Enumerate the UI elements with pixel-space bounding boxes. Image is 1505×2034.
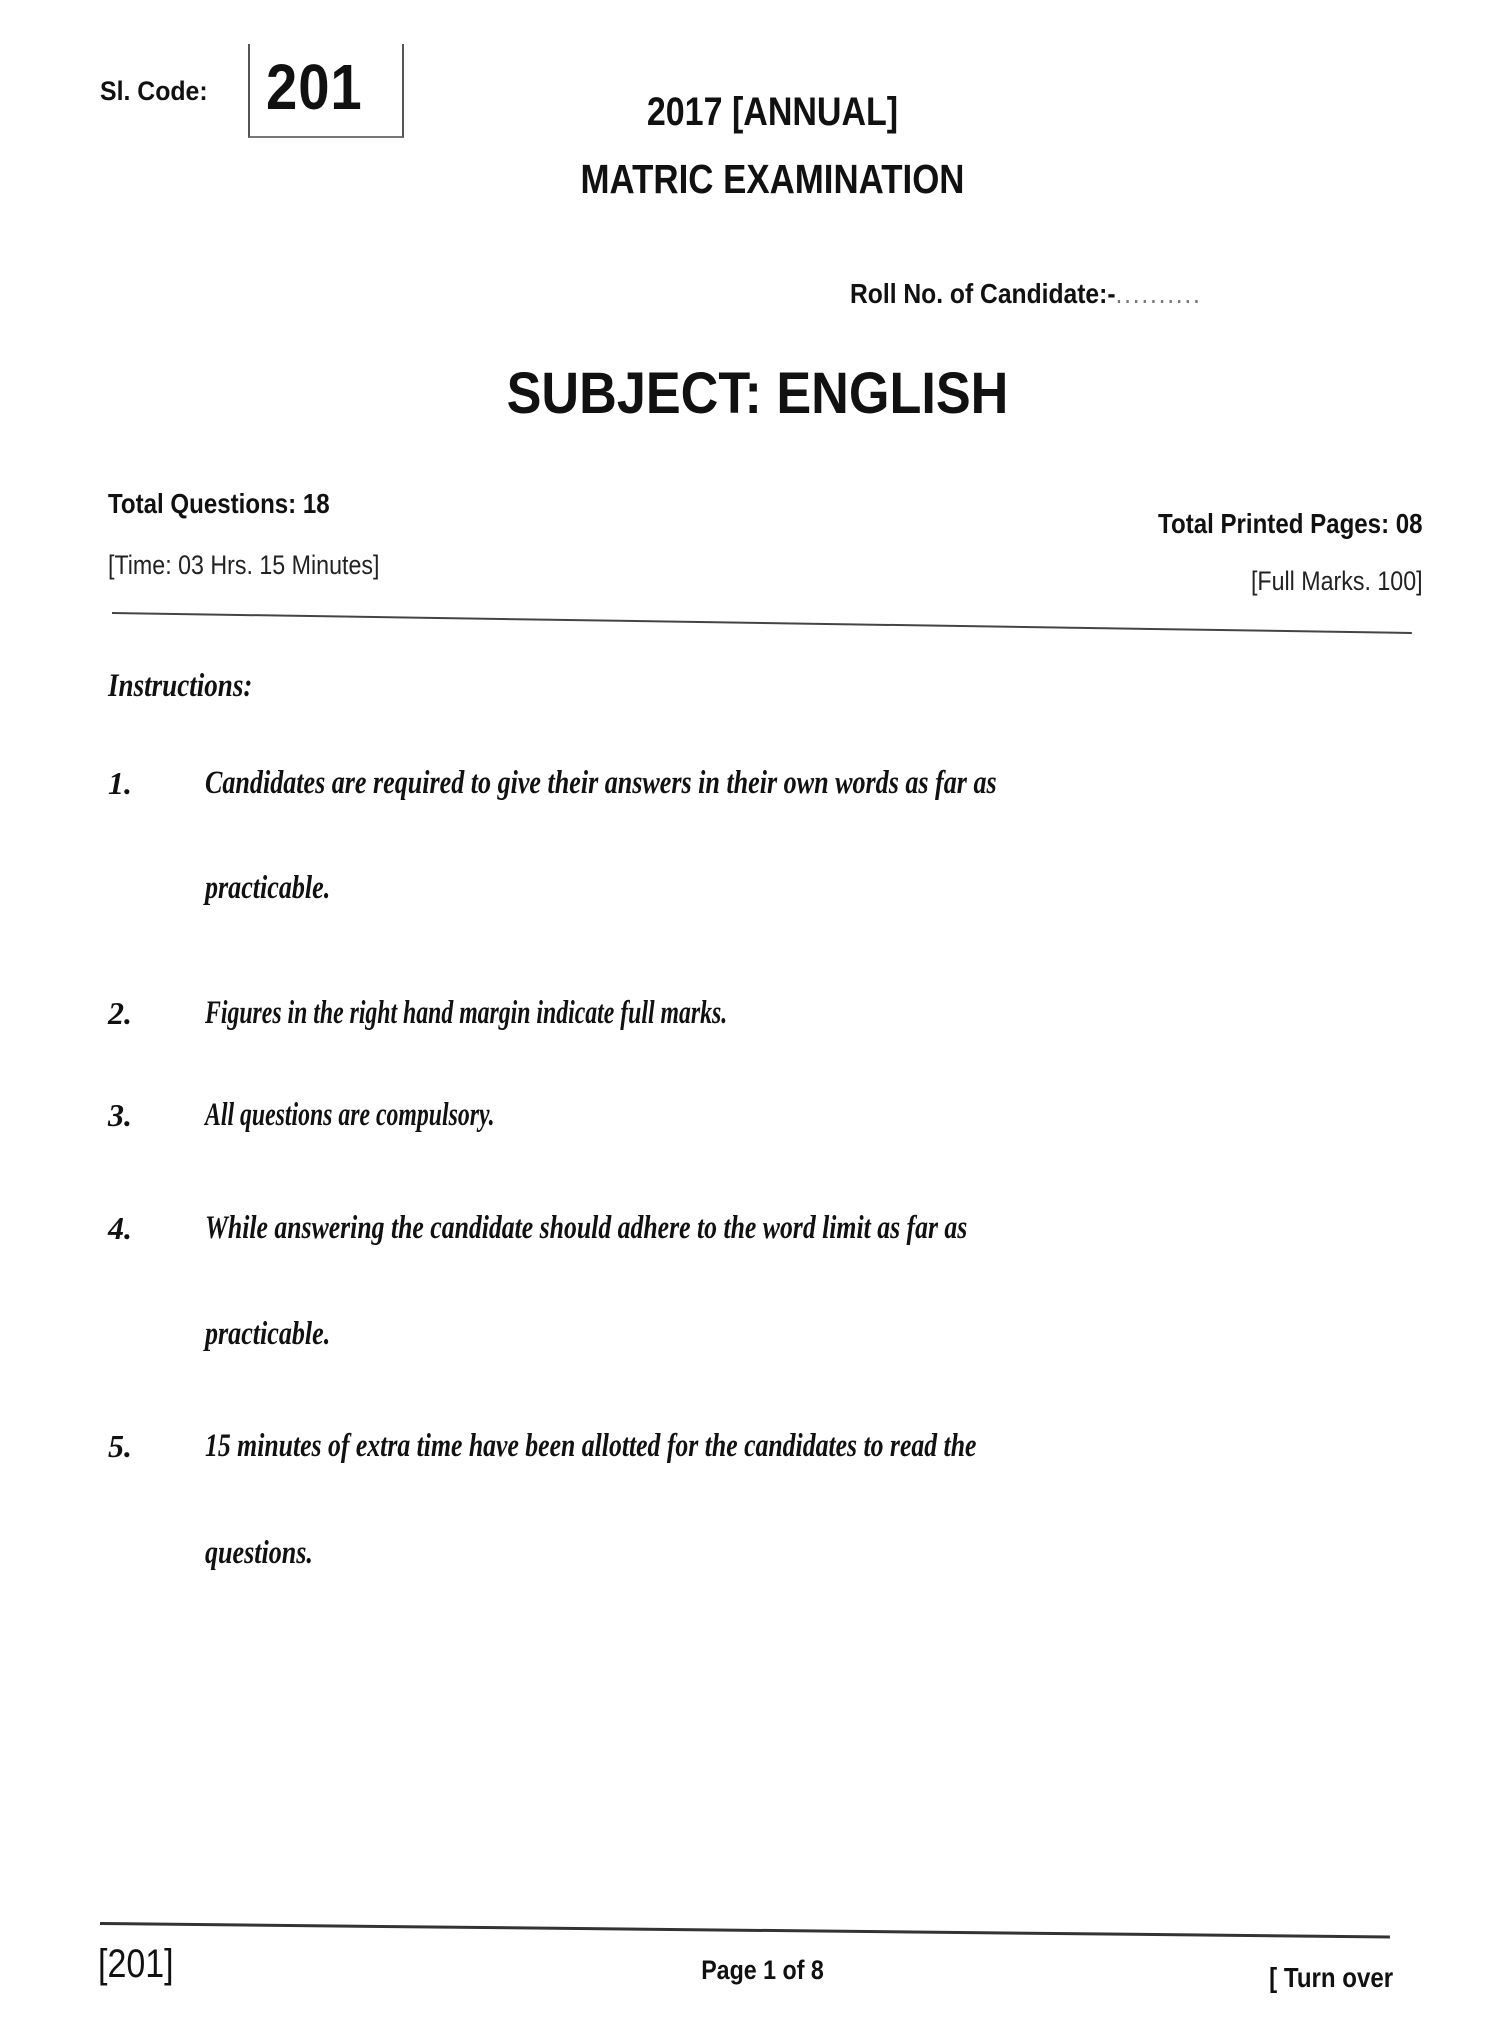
subject-title: SUBJECT: ENGLISH <box>506 361 1009 426</box>
total-printed-pages: Total Printed Pages: 08 <box>1158 508 1423 539</box>
instruction-number: 2. <box>108 995 132 1031</box>
instruction-text: All questions are compulsory. <box>205 1097 495 1133</box>
code-value: 201 <box>266 51 363 123</box>
instruction-text: 15 minutes of extra time have been allotted for the candidates to read the <box>205 1428 977 1464</box>
page-number: Page 1 of 8 <box>701 1955 824 1985</box>
exam-year: 2017 [ANNUAL] <box>646 90 899 134</box>
code-label: Sl. Code: <box>100 76 208 106</box>
exam-name: MATRIC EXAMINATION <box>580 156 965 202</box>
roll-number-label: Roll No. of Candidate:- <box>850 278 1116 309</box>
instruction-text-continued: practicable. <box>205 870 331 906</box>
roll-number-field <box>850 278 1202 310</box>
full-marks: [Full Marks. 100] <box>1251 566 1423 596</box>
footer-code: [201] <box>98 1942 174 1986</box>
instruction-text: Candidates are required to give their answers in their own words as far as <box>205 765 997 801</box>
instruction-text: While answering the candidate should adhere to the word limit as far as <box>205 1210 968 1246</box>
roll-number-blank: .......... <box>1115 278 1202 309</box>
exam-time: [Time: 03 Hrs. 15 Minutes] <box>108 550 380 580</box>
instruction-number: 1. <box>108 765 132 801</box>
instruction-text-continued: questions. <box>205 1535 313 1571</box>
total-questions: Total Questions: 18 <box>108 488 330 519</box>
instruction-text: Figures in the right hand margin indicate full marks. <box>205 995 728 1031</box>
instruction-number: 4. <box>108 1210 132 1246</box>
instruction-number: 5. <box>108 1428 132 1464</box>
instructions-heading: Instructions: <box>108 668 253 704</box>
turn-over-note: [ Turn over <box>1269 1962 1393 1993</box>
footer-divider <box>100 1922 1390 1939</box>
instruction-text-continued: practicable. <box>205 1316 331 1352</box>
header-divider <box>112 612 1412 634</box>
instruction-number: 3. <box>108 1097 132 1133</box>
